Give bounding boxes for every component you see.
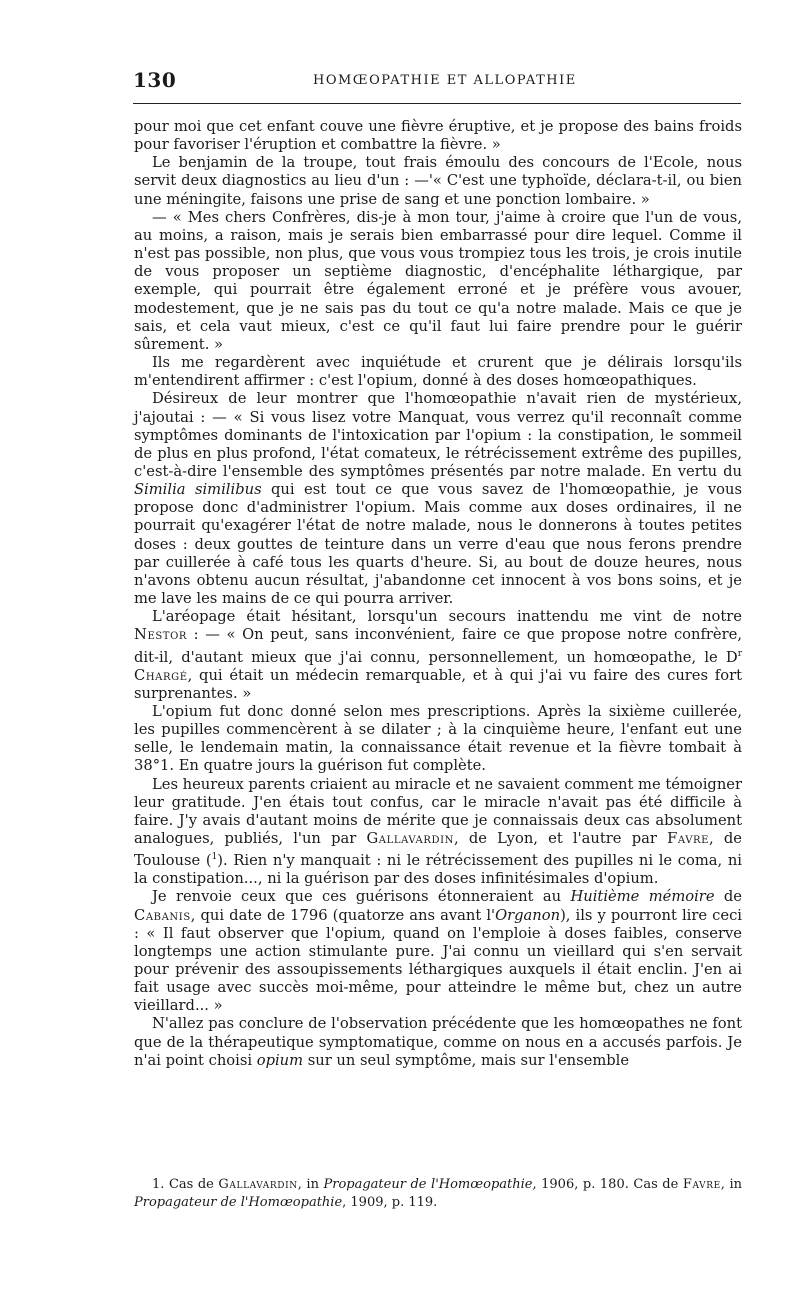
paragraph: Ils me regardèrent avec inquiétude et crurent que je délirais lorsqu'ils m'entendirent affirmer : c'est l'opium, donné à des doses homœopathiques. <box>134 354 742 390</box>
text-run: , qui date de 1796 (quatorze ans avant l' <box>190 906 496 924</box>
journal-title: Propagateur de l'Homœopathie <box>134 1195 343 1210</box>
person-name: Cabanis <box>134 906 191 924</box>
body-text <box>134 118 742 1070</box>
text-run: N'allez pas conclure de l'observation précédente que les homœopathes ne font que de la thérapeutique symptomatique, comme on nous en a accusés parfois. Je n'ai point choisi <box>134 1015 742 1069</box>
text-run: , de Toulouse ( <box>134 829 743 870</box>
person-name: Chargé <box>134 666 188 684</box>
text-run: , 1906, p. 180. Cas de <box>532 1177 683 1192</box>
text-run: Désireux de leur montrer que l'homœopathie n'avait rien de mystérieux, j'ajoutai : — « Si vous lisez votre Manquat, vous verrez qu'il reconnaît comme symptômes dominants de l'intoxication par l'opium : la constipation, le sommeil de plus en plus profond, l'état comateux, le rétrécissement extrême des pupilles, c'est-à-dire l'ensemble des symptômes présentés par notre malade. En vertu du <box>134 390 742 480</box>
page-header <box>133 66 741 96</box>
paragraph: L'opium fut donc donné selon mes prescriptions. Après la sixième cuillerée, les pupilles commencèrent à se dilater ; à la cinquième heure, l'enfant eut une selle, le lendemain matin, la connaissance était revenue et la fièvre tombait à 38°1. En quatre jours la guérison fut complète. <box>134 702 742 775</box>
remedy-name: opium <box>256 1051 304 1069</box>
page-number: 130 <box>133 68 177 92</box>
work-title: Huitième mémoire <box>570 888 715 906</box>
text-run: Je renvoie ceux que ces guérisons étonneraient au <box>152 888 571 906</box>
text-run: , in <box>720 1177 743 1192</box>
text-run: , 1909, p. 119. <box>342 1195 438 1210</box>
footnote-ref[interactable]: 1 <box>211 852 218 863</box>
journal-title: Propagateur de l'Homœopathie <box>323 1177 533 1192</box>
paragraph <box>134 1015 742 1069</box>
header-rule <box>133 103 741 104</box>
footnote-text <box>134 1176 742 1212</box>
paragraph: — « Mes chers Confrères, dis-je à mon tour, j'aime à croire que l'un de vous, au moins, a raison, mais je serais bien embarrassé pour dire lequel. Comme il n'est pas possible, non plus, que vous vous trompiez tous les trois, je crois inutile de vous proposer un septième diagnostic, d'encéphalite léthargique, par exemple, qui pourrait être également erroné et je préfère vous avouer, modestement, que je ne sais pas du tout ce qu'a notre malade. Mais ce que je sais, et cela vaut mieux, c'est ce qu'il faut lui faire prendre pour le guérir sûrement. » <box>134 208 742 353</box>
text-run: 1. Cas de <box>152 1177 219 1192</box>
footnote <box>134 1176 742 1212</box>
text-run: , in <box>297 1177 324 1192</box>
text-run: L'aréopage était hésitant, lorsqu'un secours inattendu me vint de notre <box>152 608 742 626</box>
text-run: de <box>714 888 742 906</box>
paragraph <box>134 608 742 703</box>
person-name: Favre <box>682 1177 721 1192</box>
text-run: ). Rien n'y manquait : ni le rétrécissement des pupilles ni le coma, ni la constipation..., ni la guérison par des doses infinitésimales d'opium. <box>134 852 742 888</box>
person-name: Nestor <box>134 626 187 644</box>
running-title: HOMŒOPATHIE ET ALLOPATHIE <box>313 73 577 88</box>
text-run: qui est tout ce que vous savez de l'homœopathie, je vous propose donc d'administrer l'opium. Mais comme aux doses ordinaires, il ne pourrait qu'exagérer l'état de notre malade, nous le donnerons à toutes petites doses : deux gouttes de teinture dans un verre d'eau que nous ferons prendre par cuillerée à café tous les quarts d'heure. Si, au bout de douze heures, nous n'avons obtenu aucun résultat, j'abandonne cet innocent à vos bons soins, et je me lave les mains de ce qui pourra arriver. <box>134 481 742 608</box>
paragraph: pour moi que cet enfant couve une fièvre éruptive, et je propose des bains froids pour favoriser l'éruption et combattre la fièvre. » <box>134 118 742 154</box>
text-run: Les heureux parents criaient au miracle et ne savaient comment me témoigner leur gratitude. J'en étais tout confus, car le miracle n'avait pas été difficile à faire. J'y avais d'autant moins de mérite que je connaissais deux cas absolument analogues, publiés, l'un par <box>134 775 742 847</box>
person-name: Favre <box>667 829 710 847</box>
text-run: , qui était un médecin remarquable, et à qui j'ai vu faire des cures fort surprenantes. » <box>134 666 742 702</box>
text-run: ), ils y pourront lire ceci : « Il faut observer que l'opium, quand on l'emploie à doses faibles, conserve longtemps une action stimulante pure. J'ai connu un vieillard qui s'en servait pour prévenir des assoupissements léthargiques auxquels il était enclin. J'en ai fait usage avec succès moi-même, pour atteindre le même but, chez un autre vieillard... » <box>134 906 742 1015</box>
text-run: sur un seul symptôme, mais sur l'ensemble <box>303 1051 630 1069</box>
superscript: r <box>737 648 742 659</box>
paragraph <box>134 390 742 608</box>
person-name: Gallavardin <box>218 1177 298 1192</box>
latin-maxim: Similia similibus <box>134 481 262 499</box>
paragraph <box>134 776 742 889</box>
text-run: : — « On peut, sans inconvénient, faire ce que propose notre confrère, dit-il, d'autant mieux que j'ai connu, personnellement, un homœopathe, le D <box>134 626 742 666</box>
person-name: Gallavardin <box>366 829 455 847</box>
work-title: Organon <box>495 906 561 924</box>
paragraph: Le benjamin de la troupe, tout frais émoulu des concours de l'Ecole, nous servit deux diagnostics au lieu d'un : —'« C'est une typhoïde, déclara-t-il, ou bien une méningite, faisons une prise de sang et une ponction lombaire. » <box>134 154 742 208</box>
text-run: , de Lyon, et l'autre par <box>454 829 668 847</box>
paragraph <box>134 888 742 1015</box>
